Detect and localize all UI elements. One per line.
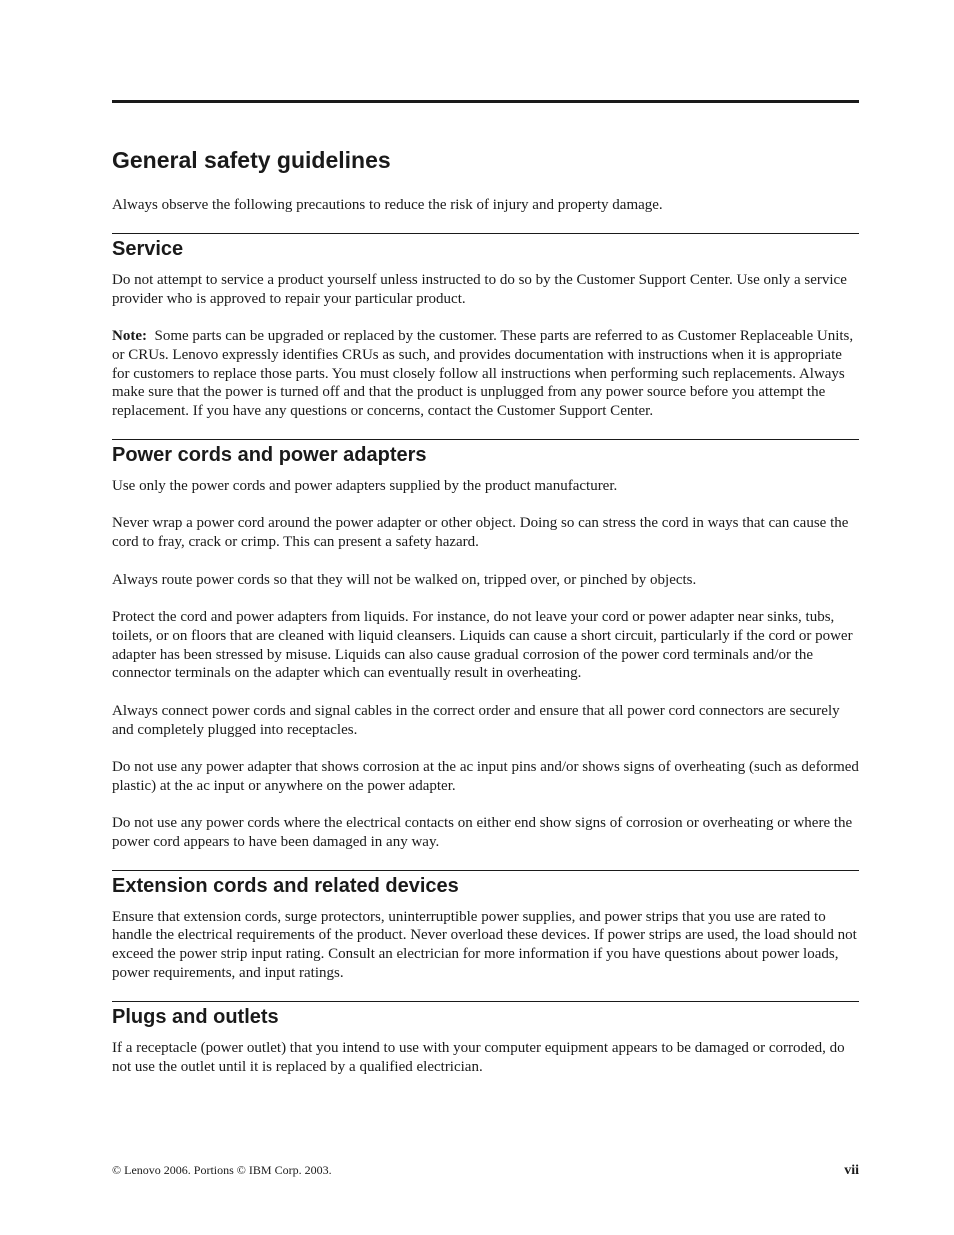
copyright-notice: © Lenovo 2006. Portions © IBM Corp. 2003. <box>112 1163 332 1177</box>
section-heading: Plugs and outlets <box>112 1005 279 1028</box>
paragraph: Ensure that extension cords, surge protectors, uninterruptible power supplies, and power strips that you use are rated to handle the electrical requirements of the product. Never overload these devices. If power strips are used, the load should not exceed the power strip input rating. Consult an electrician for more information if you have questions about power loads, power requirements, and input ratings. <box>112 908 857 982</box>
top-rule <box>112 100 859 103</box>
paragraph: Do not use any power adapter that shows corrosion at the ac input pins and/or shows signs of overheating (such as deformed plastic) at the ac input or anywhere on the power adapter. <box>112 758 859 794</box>
section-extension-cords <box>112 870 859 983</box>
paragraph: Always connect power cords and signal cables in the correct order and ensure that all power cord connectors are securely and completely plugged into receptacles. <box>112 702 840 738</box>
section-heading: Extension cords and related devices <box>112 874 459 897</box>
section-plugs-outlets <box>112 1001 859 1077</box>
page-footer <box>112 1163 859 1179</box>
section-power-cords <box>112 439 859 852</box>
page-number: vii <box>844 1163 859 1178</box>
note-text: Some parts can be upgraded or replaced by the customer. These parts are referred to as Customer Replaceable Units, or CRUs. Lenovo expressly identifies CRUs as such, and provides documentation with instructions when it is appropriate for customers to replace those parts. You must closely follow all instructions when performing such replacements. Always make sure that the power is turned off and that the product is unplugged from any power source before you attempt the replacement. If you have any questions or concerns, contact the Customer Support Center. <box>112 327 854 420</box>
paragraph: If a receptacle (power outlet) that you intend to use with your computer equipment appears to be damaged or corroded, do not use the outlet until it is replaced by a qualified electrician. <box>112 1039 845 1075</box>
paragraph: Protect the cord and power adapters from liquids. For instance, do not leave your cord or power adapter near sinks, tubs, toilets, or on floors that are cleaned with liquid cleansers. Liquids can cause a short circuit, particularly if the cord or power adapter has been stressed by misuse. Liquids can also cause gradual corrosion of the power cord terminals and/or the connector terminals on the adapter which can eventually result in overheating. <box>112 608 853 682</box>
document-page <box>112 100 859 1076</box>
note-label: Note: <box>112 327 147 344</box>
note-paragraph <box>112 327 859 421</box>
paragraph: Never wrap a power cord around the power adapter or other object. Doing so can stress the cord in ways that can cause the cord to fray, crack or crimp. This can present a safety hazard. <box>112 515 849 551</box>
section-heading: Power cords and power adapters <box>112 443 427 466</box>
page-title: General safety guidelines <box>112 147 391 173</box>
paragraph: Do not attempt to service a product yourself unless instructed to do so by the Customer Support Center. Use only a service provider who is approved to repair your particular product. <box>112 271 847 307</box>
intro-paragraph: Always observe the following precautions to reduce the risk of injury and property damage. <box>112 197 663 213</box>
paragraph: Always route power cords so that they will not be walked on, tripped over, or pinched by objects. <box>112 571 697 588</box>
section-service <box>112 233 859 421</box>
paragraph: Use only the power cords and power adapters supplied by the product manufacturer. <box>112 477 618 494</box>
section-heading: Service <box>112 237 184 260</box>
paragraph: Do not use any power cords where the electrical contacts on either end show signs of corrosion or overheating or where the power cord appears to have been damaged in any way. <box>112 815 853 850</box>
